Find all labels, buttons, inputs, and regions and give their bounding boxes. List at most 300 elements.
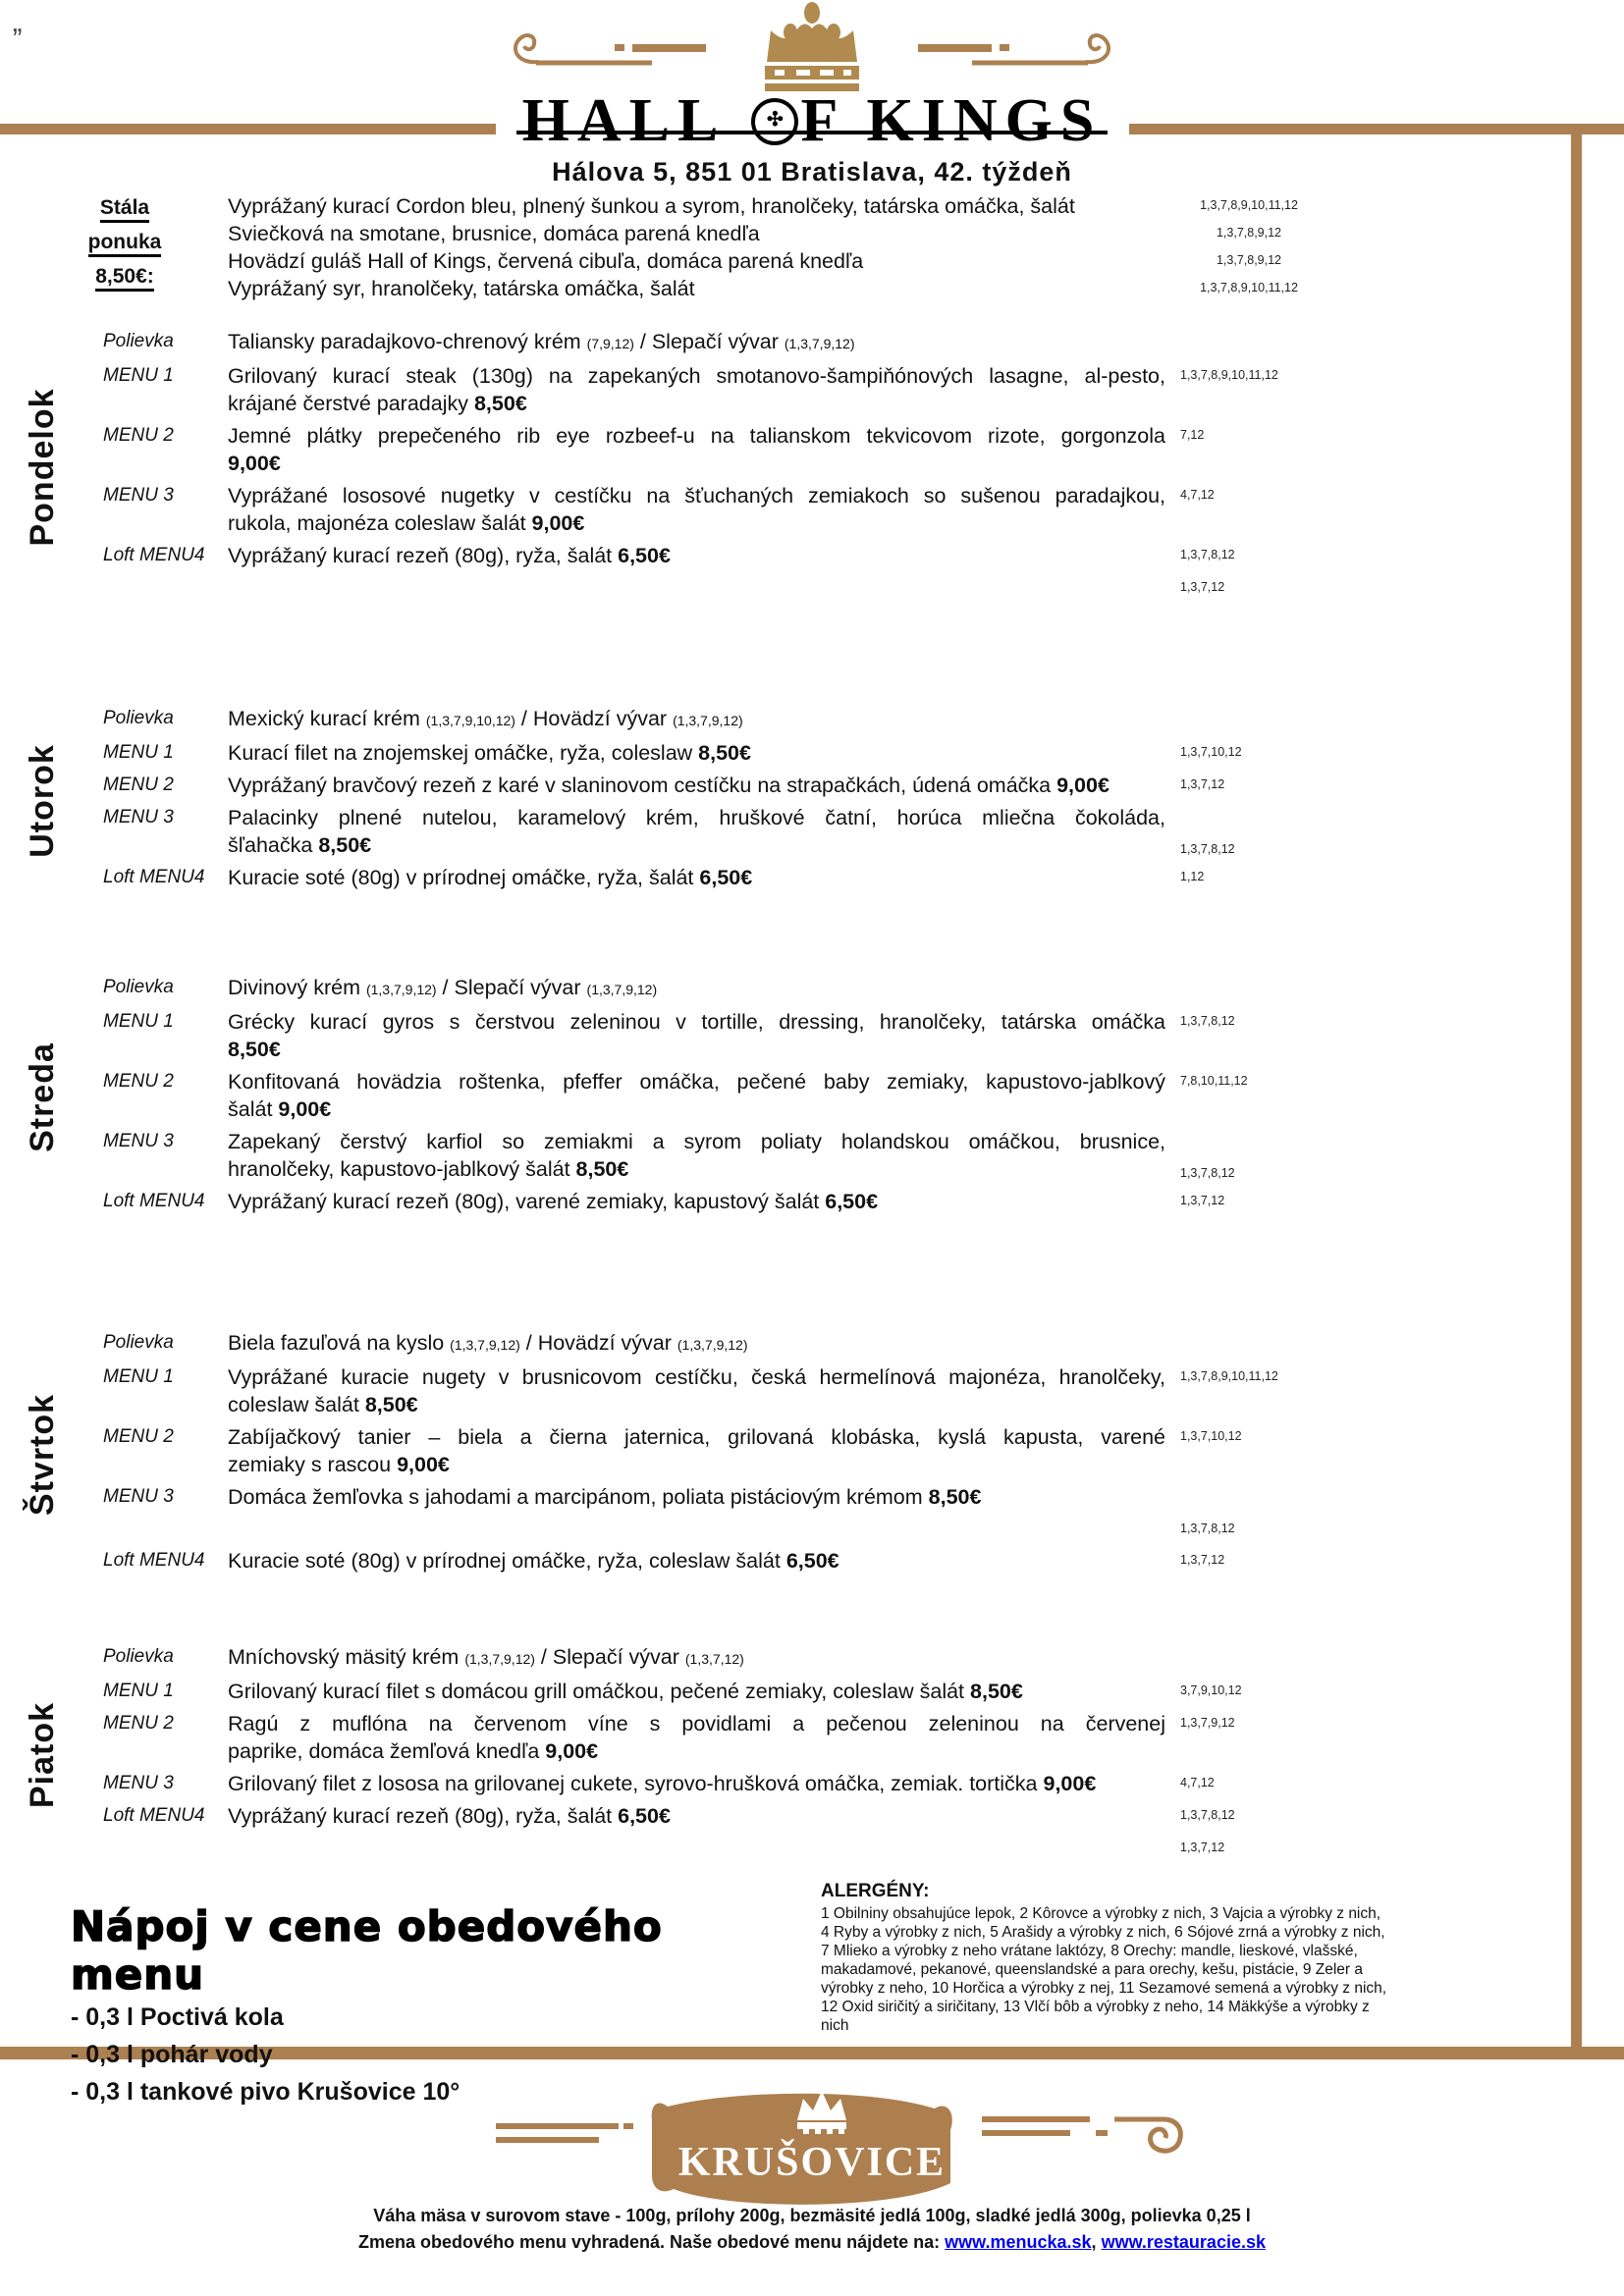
soup-line xyxy=(228,328,1165,357)
row-label: Polievka xyxy=(103,1332,174,1353)
dish-price: 8,50€ xyxy=(473,392,527,415)
row-label: MENU 1 xyxy=(103,1681,174,1701)
row-label: Loft MENU4 xyxy=(103,1550,205,1571)
dish-price: 8,50€ xyxy=(698,741,751,765)
drink-item: - 0,3 l pohár vody xyxy=(71,2041,273,2068)
inline-allergen-code: (1,3,7,9,12) xyxy=(586,982,658,997)
dish-text: Kuracie soté (80g) v prírodnej omáčke, ryža, coleslaw šalát xyxy=(228,1549,786,1573)
row-text xyxy=(228,1423,1165,1478)
dish-text: Grécky kurací gyros s čerstvou zeleninou v tortille, dressing, hranolčeky, tatárska omáčka xyxy=(228,1010,1165,1034)
day-block-utorok xyxy=(24,705,1318,896)
row-label: Polievka xyxy=(103,977,174,997)
day-block-piatok xyxy=(24,1643,1318,1866)
row-allergens xyxy=(1165,275,1318,302)
allergen-code: 1,3,7,8,9,10,11,12 xyxy=(1200,198,1298,212)
dish-price: 9,00€ xyxy=(545,1739,599,1763)
row-text xyxy=(228,772,1165,799)
soup-line xyxy=(228,1329,1165,1359)
row-text xyxy=(228,1547,1165,1575)
dish-text: Vyprážané kuracie nugety v brusnicovom cestíčku, česká hermelínová majonéza, hranolčeky, xyxy=(228,1365,1165,1389)
allergen-code: 4,7,12 xyxy=(1180,1776,1215,1789)
menu-row xyxy=(103,1423,1318,1478)
row-label: MENU 3 xyxy=(103,1131,174,1151)
dish-line xyxy=(228,1188,1165,1215)
row-label: Loft MENU4 xyxy=(103,1191,205,1211)
row-text xyxy=(228,1008,1165,1063)
menu-row xyxy=(103,247,1318,275)
footer-links-separator: , xyxy=(1091,2232,1102,2252)
row-text xyxy=(228,362,1165,417)
menu-row xyxy=(103,542,1318,569)
dish-line xyxy=(228,1008,1165,1036)
row-label: MENU 1 xyxy=(103,1366,174,1387)
row-text xyxy=(228,1643,1165,1673)
dish-line xyxy=(228,804,1165,831)
row-allergens xyxy=(1165,1802,1318,1830)
allergen-code: 1,3,7,8,9,10,11,12 xyxy=(1180,1369,1278,1383)
row-allergens xyxy=(1165,804,1318,859)
menu-row xyxy=(103,1710,1318,1765)
day-name: Streda xyxy=(24,1041,61,1152)
menu-row xyxy=(103,1483,1318,1511)
menu-row xyxy=(103,1643,1318,1673)
row-allergens xyxy=(1165,864,1318,891)
row-allergens xyxy=(1165,772,1318,799)
row-label: MENU 2 xyxy=(103,774,174,795)
dish-text: Zapekaný čerstvý karfiol so zemiakmi a syrom poliaty holandskou omáčkou, brusnice, xyxy=(228,1130,1165,1153)
row-text xyxy=(228,247,1165,275)
row-label xyxy=(103,574,228,601)
dish-line xyxy=(228,509,1165,537)
logo-word-hall: HALL xyxy=(521,87,723,154)
dish-line xyxy=(228,1068,1165,1095)
menu-row xyxy=(103,1068,1318,1123)
row-label: MENU 2 xyxy=(103,1426,174,1447)
row-allergens xyxy=(1165,192,1318,220)
dish-line xyxy=(228,1770,1165,1797)
allergen-code: 1,12 xyxy=(1180,870,1205,883)
dish-line xyxy=(228,450,1165,477)
dish-price: 8,50€ xyxy=(970,1680,1023,1703)
row-allergens xyxy=(1165,705,1318,734)
row-text xyxy=(228,1483,1165,1511)
row-allergens xyxy=(1165,1770,1318,1797)
allergen-code: 1,3,7,8,12 xyxy=(1180,1808,1235,1822)
footer-links-line xyxy=(0,2229,1624,2256)
logo-word-of-f: F xyxy=(800,87,844,154)
restaurant-address: Hálova 5, 851 01 Bratislava, 42. týždeň xyxy=(552,156,1072,187)
allergen-code: 1,3,7,8,9,12 xyxy=(1216,253,1282,267)
row-allergens xyxy=(1165,362,1318,417)
dish-text: Grilovaný filet z lososa na grilovanej cukete, syrovo-hrušková omáčka, zemiak. tortička xyxy=(228,1772,1044,1795)
row-text xyxy=(228,482,1165,537)
dish-line xyxy=(228,1363,1165,1391)
dish-line xyxy=(228,1095,1165,1123)
allergen-code: 1,3,7,8,9,12 xyxy=(1216,226,1282,240)
row-label: Loft MENU4 xyxy=(103,867,205,887)
row-allergens xyxy=(1165,247,1318,275)
dish-line xyxy=(228,772,1165,799)
stray-quote-mark: ‚‚ xyxy=(12,6,22,38)
row-label: MENU 1 xyxy=(103,742,174,763)
row-text xyxy=(228,1678,1165,1705)
dish-line xyxy=(228,1128,1165,1155)
allergen-code: 1,3,7,12 xyxy=(1180,1841,1225,1854)
row-text xyxy=(228,542,1165,569)
row-allergens xyxy=(1165,1516,1318,1542)
day-block-streda xyxy=(24,974,1318,1220)
dish-line xyxy=(228,1391,1165,1418)
allergen-code: 7,8,10,11,12 xyxy=(1180,1074,1248,1088)
dish-price: 9,00€ xyxy=(1043,1772,1097,1795)
dish-line xyxy=(228,220,1165,247)
dish-price: 8,50€ xyxy=(928,1485,982,1509)
menu-row xyxy=(103,705,1318,734)
row-text xyxy=(228,1329,1165,1359)
standing-offer-label-text: Stála xyxy=(100,196,149,223)
dish-line xyxy=(228,422,1165,450)
allergen-code: 1,3,7,8,12 xyxy=(1180,1522,1235,1535)
dish-price: 6,50€ xyxy=(618,1804,671,1828)
row-text xyxy=(228,220,1165,247)
dish-text: Hovädzí guláš Hall of Kings, červená cibuľa, domáca parená knedľa xyxy=(228,249,864,273)
row-text xyxy=(228,1363,1165,1418)
dish-text: Divinový krém xyxy=(228,976,366,999)
row-allergens xyxy=(1165,1710,1318,1765)
menu-row xyxy=(103,1188,1318,1215)
row-text xyxy=(228,422,1165,477)
allergen-code: 1,3,7,12 xyxy=(1180,1194,1225,1207)
row-label: Polievka xyxy=(103,331,174,351)
row-label: Polievka xyxy=(103,1646,174,1667)
menu-row xyxy=(103,1329,1318,1359)
row-allergens xyxy=(1165,574,1318,601)
menu-row xyxy=(103,482,1318,537)
dish-price: 9,00€ xyxy=(397,1453,450,1476)
row-text xyxy=(228,1128,1165,1183)
logo-word-kings: KINGS xyxy=(866,87,1103,154)
day-block-štvrtok xyxy=(24,1329,1318,1579)
menu-row xyxy=(103,864,1318,891)
row-label xyxy=(103,247,228,275)
row-text xyxy=(228,192,1165,220)
dish-line xyxy=(228,1155,1165,1183)
row-label xyxy=(103,1516,228,1542)
dish-line xyxy=(228,275,1165,302)
allergen-legend-title: ALERGÉNY: xyxy=(821,1881,930,1901)
dish-price: 6,50€ xyxy=(825,1190,879,1213)
menu-row xyxy=(103,1547,1318,1575)
day-name: Piatok xyxy=(24,1701,61,1808)
row-allergens xyxy=(1165,422,1318,477)
row-allergens xyxy=(1165,1547,1318,1575)
row-text xyxy=(228,1516,1165,1542)
row-allergens xyxy=(1165,974,1318,1003)
dish-line xyxy=(228,1710,1165,1737)
row-allergens xyxy=(1165,1643,1318,1673)
dish-line xyxy=(228,247,1165,275)
allergen-code: 1,3,7,9,12 xyxy=(1180,1716,1235,1730)
allergen-code: 1,3,7,8,9,10,11,12 xyxy=(1200,281,1298,294)
menu-row xyxy=(103,1770,1318,1797)
dish-text: coleslaw šalát xyxy=(228,1393,365,1416)
dish-text: Zabíjačkový tanier – biela a čierna jaternica, grilovaná klobáska, kyslá kapusta, varené xyxy=(228,1425,1165,1449)
dish-price: 8,50€ xyxy=(575,1157,629,1181)
dish-text: rukola, majonéza coleslaw šalát xyxy=(228,511,532,535)
dish-text: / Slepačí vývar xyxy=(436,976,587,999)
dish-price: 8,50€ xyxy=(228,1038,281,1061)
row-text xyxy=(228,328,1165,357)
dish-text: Biela fazuľová na kyslo xyxy=(228,1331,451,1355)
inline-allergen-code: (1,3,7,12) xyxy=(684,1651,744,1667)
row-text xyxy=(228,574,1165,601)
dish-price: 9,00€ xyxy=(228,452,281,475)
dish-text: Sviečková na smotane, brusnice, domáca parená knedľa xyxy=(228,222,760,245)
row-allergens xyxy=(1165,1068,1318,1123)
restauracie-link[interactable]: www.restauracie.sk xyxy=(1101,2232,1266,2252)
row-text xyxy=(228,275,1165,302)
dish-price: 6,50€ xyxy=(699,866,753,889)
row-allergens xyxy=(1165,220,1318,247)
dish-text: Taliansky paradajkovo-chrenový krém xyxy=(228,330,587,353)
dish-text: hranolčeky, kapustovo-jablkový šalát xyxy=(228,1157,576,1181)
row-text xyxy=(228,1068,1165,1123)
dish-text: / Hovädzí vývar xyxy=(519,1331,677,1355)
dish-line xyxy=(228,864,1165,891)
header xyxy=(0,0,1624,187)
menu-row xyxy=(103,1678,1318,1705)
inline-allergen-code: (1,3,7,9,12) xyxy=(464,1651,535,1667)
dish-text: Jemné plátky prepečeného rib eye rozbeef-u na talianskom tekvicovom rizote, gorgonzola xyxy=(228,424,1165,448)
menu-row xyxy=(103,192,1318,220)
row-label: MENU 2 xyxy=(103,1713,174,1734)
dish-line xyxy=(228,1678,1165,1705)
allergen-code: 3,7,9,10,12 xyxy=(1180,1683,1242,1697)
allergen-code: 1,3,7,12 xyxy=(1180,1553,1225,1567)
dish-text: Palacinky plnené nutelou, karamelový krém, hruškové čatní, horúca mliečna čokoláda, xyxy=(228,806,1165,829)
row-allergens xyxy=(1165,1128,1318,1183)
inline-allergen-code: (1,3,7,9,12) xyxy=(673,713,743,728)
row-text xyxy=(228,1710,1165,1765)
row-label: MENU 3 xyxy=(103,485,174,506)
dish-price: 9,00€ xyxy=(1056,774,1110,797)
dish-text: Vyprážaný kurací Cordon bleu, plnený šunkou a syrom, hranolčeky, tatárska omáčka, šalát xyxy=(228,194,1075,218)
day-block-pondelok xyxy=(24,328,1318,606)
row-allergens xyxy=(1165,1835,1318,1861)
crown-icon xyxy=(753,1,871,95)
standing-offer-label-text: 8,50€: xyxy=(95,265,154,292)
row-label: MENU 1 xyxy=(103,1011,174,1032)
row-allergens xyxy=(1165,482,1318,537)
menu-row-spacer xyxy=(103,1516,1318,1542)
dish-text: / Slepačí vývar xyxy=(534,1645,685,1669)
row-label xyxy=(103,192,228,220)
row-label: MENU 2 xyxy=(103,1071,174,1092)
dish-text: Vyprážané lososové nugetky v cestíčku na šťuchaných zemiakoch so sušenou paradajkou, xyxy=(228,484,1165,507)
dish-line xyxy=(228,192,1165,220)
dish-text: Vyprážaný bravčový rezeň z karé v slaninovom cestíčku na strapačkách, údená omáčka xyxy=(228,774,1057,797)
dish-price: 9,00€ xyxy=(531,511,585,535)
dish-text: krájané čerstvé paradajky xyxy=(228,392,474,415)
allergen-code: 1,3,7,8,9,10,11,12 xyxy=(1180,368,1278,382)
dish-text: šľahačka xyxy=(228,833,319,857)
row-allergens xyxy=(1165,542,1318,569)
footer xyxy=(0,2203,1624,2256)
row-text xyxy=(228,1802,1165,1830)
dish-line xyxy=(228,739,1165,767)
soup-line xyxy=(228,1643,1165,1673)
beer-ornament-right-icon xyxy=(982,2109,1188,2177)
dish-text: Konfitovaná hovädzia roštenka, pfeffer omáčka, pečené baby zemiaky, kapustovo-jablkový xyxy=(228,1070,1165,1094)
row-text xyxy=(228,739,1165,767)
row-label: MENU 3 xyxy=(103,807,174,828)
dish-text: Vyprážaný kurací rezeň (80g), ryža, šalát xyxy=(228,1804,619,1828)
menu-row xyxy=(103,1363,1318,1418)
row-label xyxy=(103,275,228,302)
allergen-code: 1,3,7,10,12 xyxy=(1180,1429,1242,1443)
menu-row xyxy=(103,772,1318,799)
day-name: Štvrtok xyxy=(24,1393,61,1516)
row-text xyxy=(228,864,1165,891)
dish-text: zemiaky s rascou xyxy=(228,1453,398,1476)
drinks-title: Nápoj v cene obedového menu xyxy=(71,1902,663,1999)
drink-item: - 0,3 l tankové pivo Krušovice 10° xyxy=(71,2078,460,2106)
dish-price: 6,50€ xyxy=(785,1549,839,1573)
footer-weights-line: Váha mäsa v surovom stave - 100g, prílohy 200g, bezmäsité jedlá 100g, sladké jedlá 300g, polievka 0,25 l xyxy=(373,2206,1251,2225)
standing-offer-items xyxy=(103,192,1318,302)
dish-text: / Slepačí vývar xyxy=(633,330,785,353)
inline-allergen-code: (1,3,7,9,12) xyxy=(365,982,437,997)
dish-price: 8,50€ xyxy=(318,833,372,857)
row-allergens xyxy=(1165,1188,1318,1215)
row-label: Loft MENU4 xyxy=(103,545,205,565)
row-label: Polievka xyxy=(103,708,174,728)
row-label: Loft MENU4 xyxy=(103,1805,205,1826)
allergen-code: 1,3,7,8,12 xyxy=(1180,1166,1235,1180)
row-label: MENU 1 xyxy=(103,365,174,386)
dish-line xyxy=(228,1483,1165,1511)
allergen-code: 1,3,7,8,12 xyxy=(1180,842,1235,856)
allergen-code: 7,12 xyxy=(1180,428,1205,442)
row-text xyxy=(228,1835,1165,1861)
dish-line xyxy=(228,831,1165,859)
drink-item: - 0,3 l Poctivá kola xyxy=(71,2003,284,2031)
dish-text: Kurací filet na znojemskej omáčke, ryža, coleslaw xyxy=(228,741,699,765)
row-label xyxy=(103,1835,228,1861)
dish-line xyxy=(228,1802,1165,1830)
dish-line xyxy=(228,1423,1165,1451)
row-text xyxy=(228,974,1165,1003)
footer-links-prefix: Zmena obedového menu vyhradená. Naše obedové menu nájdete na: xyxy=(357,2232,946,2252)
dish-text: šalát xyxy=(228,1097,279,1121)
dish-text: Grilovaný kurací steak (130g) na zapekaných smotanovo-šampiňónových lasagne, al-pesto, xyxy=(228,364,1165,388)
menu-row xyxy=(103,328,1318,357)
dish-text: Grilovaný kurací filet s domácou grill omáčkou, pečené zemiaky, coleslaw šalát xyxy=(228,1680,971,1703)
dish-text: / Hovädzí vývar xyxy=(514,707,674,730)
allergen-code: 1,3,7,10,12 xyxy=(1180,745,1242,759)
row-allergens xyxy=(1165,1423,1318,1478)
row-allergens xyxy=(1165,328,1318,357)
dish-text: Mexický kurací krém xyxy=(228,707,426,730)
day-name: Pondelok xyxy=(24,387,61,547)
menu-row-spacer xyxy=(103,1835,1318,1861)
dish-text: Vyprážaný kurací rezeň (80g), ryža, šalát xyxy=(228,544,619,567)
dish-text: Mníchovský mäsitý krém xyxy=(228,1645,465,1669)
allergen-code: 1,3,7,12 xyxy=(1180,580,1225,594)
dish-text: Vyprážaný syr, hranolčeky, tatárska omáčka, šalát xyxy=(228,277,695,300)
soup-line xyxy=(228,705,1165,734)
row-allergens xyxy=(1165,1008,1318,1063)
menucka-link[interactable]: www.menucka.sk xyxy=(945,2232,1092,2252)
row-label: MENU 2 xyxy=(103,425,174,446)
row-allergens xyxy=(1165,1678,1318,1705)
row-text xyxy=(228,705,1165,734)
allergen-code: 4,7,12 xyxy=(1180,488,1215,502)
logo-of-medallion: ✣ xyxy=(751,98,798,145)
dish-price: 6,50€ xyxy=(618,544,671,567)
allergen-legend xyxy=(821,1881,1390,2035)
inline-allergen-code: (1,3,7,9,10,12) xyxy=(425,713,515,728)
menu-row xyxy=(103,1008,1318,1063)
inline-allergen-code: (1,3,7,9,12) xyxy=(677,1337,748,1353)
allergen-code: 1,3,7,8,12 xyxy=(1180,548,1235,561)
row-text xyxy=(228,1770,1165,1797)
row-label: MENU 3 xyxy=(103,1773,174,1793)
dish-line xyxy=(228,390,1165,417)
dish-line xyxy=(228,542,1165,569)
flourish-left-icon xyxy=(505,23,735,74)
flourish-right-icon xyxy=(889,23,1119,74)
dish-line xyxy=(228,1737,1165,1765)
dish-line xyxy=(228,482,1165,509)
menu-row xyxy=(103,739,1318,767)
standing-offer-label-text: ponuka xyxy=(88,231,162,257)
row-text xyxy=(228,804,1165,859)
krusovice-wordmark: KRUŠOVICE xyxy=(677,2140,947,2185)
row-label xyxy=(103,220,228,247)
row-allergens xyxy=(1165,1483,1318,1511)
inline-allergen-code: (7,9,12) xyxy=(586,336,634,351)
dish-price: 8,50€ xyxy=(364,1393,418,1416)
menu-row-spacer xyxy=(103,574,1318,601)
menu-row xyxy=(103,362,1318,417)
restaurant-logo xyxy=(521,87,1103,155)
dish-line xyxy=(228,1547,1165,1575)
row-text xyxy=(228,1188,1165,1215)
dish-line xyxy=(228,1036,1165,1063)
row-allergens xyxy=(1165,1329,1318,1359)
menu-row xyxy=(103,275,1318,302)
dish-text: Domáca žemľovka s jahodami a marcipánom, poliata pistáciovým krémom xyxy=(228,1485,929,1509)
dish-text: paprike, domáca žemľová knedľa xyxy=(228,1739,546,1763)
row-allergens xyxy=(1165,1363,1318,1418)
inline-allergen-code: (1,3,7,9,12) xyxy=(784,336,855,351)
beer-ornament-left-icon xyxy=(496,2115,633,2155)
soup-line xyxy=(228,974,1165,1003)
dish-line xyxy=(228,362,1165,390)
right-rule xyxy=(1571,124,1582,2059)
day-name: Utorok xyxy=(24,743,61,858)
dish-text: Kuracie soté (80g) v prírodnej omáčke, ryža, šalát xyxy=(228,866,700,889)
menu-row xyxy=(103,220,1318,247)
menu-row xyxy=(103,804,1318,859)
menu-row xyxy=(103,974,1318,1003)
allergen-code: 1,3,7,8,12 xyxy=(1180,1014,1235,1028)
menu-row xyxy=(103,422,1318,477)
allergen-code: 1,3,7,12 xyxy=(1180,777,1225,791)
dish-price: 9,00€ xyxy=(278,1097,332,1121)
inline-allergen-code: (1,3,7,9,12) xyxy=(450,1337,520,1353)
